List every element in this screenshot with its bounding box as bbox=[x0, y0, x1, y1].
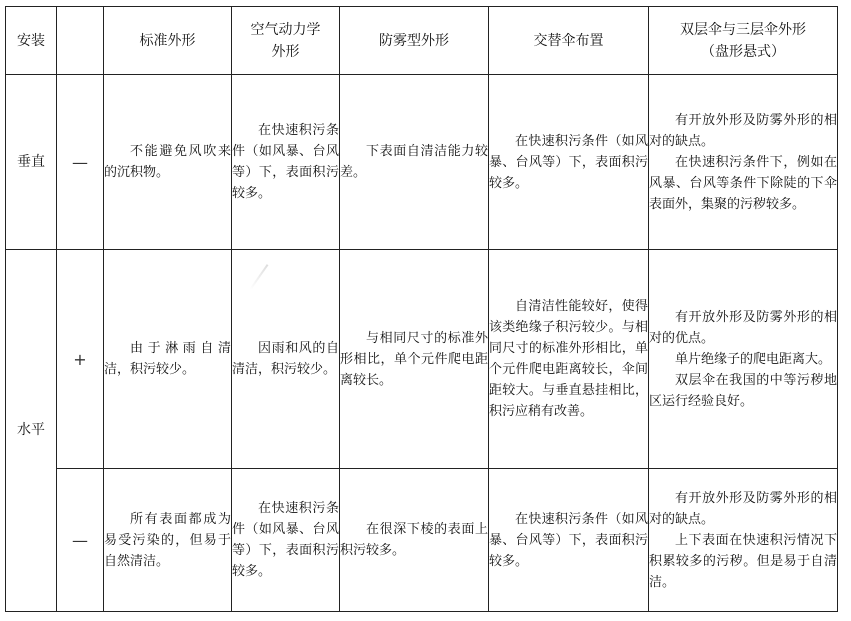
sign-cell: + bbox=[57, 250, 104, 469]
cell-standard: 所有表面都成为易受污染的，但易于自然清洁。 bbox=[104, 469, 232, 612]
header-standard: 标准外形 bbox=[104, 7, 232, 75]
cell-disc-paragraph: 有开放外形及防雾外形的相对的缺点。 bbox=[649, 490, 837, 527]
cell-standard: 不能避免风吹来的沉积物。 bbox=[104, 75, 232, 250]
cell-disc-paragraph: 有开放外形及防雾外形的相对的缺点。 bbox=[649, 112, 837, 149]
mount-cell-vertical: 垂直 bbox=[6, 75, 57, 250]
header-mount: 安装 bbox=[6, 7, 57, 75]
cell-aerodynamic: 因雨和风的自清洁，积污较少。 bbox=[232, 250, 340, 469]
cell-aerodynamic: 在快速积污条件（如风暴、台风等）下，表面积污较多。 bbox=[232, 75, 340, 250]
header-disc-line1: 双层伞与三层伞外形 bbox=[680, 21, 806, 38]
cell-antifog: 在很深下棱的表面上积污较多。 bbox=[340, 469, 489, 612]
cell-standard: 由于淋雨自清洁，积污较少。 bbox=[104, 250, 232, 469]
cell-alternating: 自清洁性能较好，使得该类绝缘子积污较少。与相同尺寸的标准外形相比，单个元件爬电距离较长，伞间距较大。与垂直悬挂相比，积污应稍有改善。 bbox=[489, 250, 649, 469]
cell-disc-paragraph: 单片绝缘子的爬电距离大。 bbox=[675, 351, 832, 367]
header-disc bbox=[649, 7, 838, 75]
cell-disc-paragraph: 上下表面在快速积污情况下积累较多的污秽。但是易于自清洁。 bbox=[649, 532, 837, 590]
cell-alternating: 在快速积污条件（如风暴、台风等）下，表面积污较多。 bbox=[489, 75, 649, 250]
table-row-horizontal-minus bbox=[6, 469, 838, 612]
mount-cell-horizontal: 水平 bbox=[6, 250, 57, 612]
sign-cell: — bbox=[57, 75, 104, 250]
cell-disc bbox=[649, 75, 838, 250]
cell-disc bbox=[649, 469, 838, 612]
table-row-vertical bbox=[6, 75, 838, 250]
header-sign bbox=[57, 7, 104, 75]
cell-disc-paragraph: 在快速积污条件下，例如在风暴、台风等条件下除陡的下伞表面外，集聚的污秽较多。 bbox=[649, 154, 837, 212]
header-antifog: 防雾型外形 bbox=[340, 7, 489, 75]
cell-disc-paragraph: 双层伞在我国的中等污秽地区运行经验良好。 bbox=[649, 372, 837, 409]
sign-cell: — bbox=[57, 469, 104, 612]
cell-disc bbox=[649, 250, 838, 469]
cell-aerodynamic: 在快速积污条件（如风暴、台风等）下，表面积污较多。 bbox=[232, 469, 340, 612]
cell-disc-paragraph: 有开放外形及防雾外形的相对的优点。 bbox=[649, 309, 837, 346]
header-aerodynamic bbox=[232, 7, 340, 75]
cell-alternating: 在快速积污条件（如风暴、台风等）下，表面积污较多。 bbox=[489, 469, 649, 612]
cell-antifog: 下表面自清洁能力较差。 bbox=[340, 75, 489, 250]
cell-antifog: 与相同尺寸的标准外形相比，单个元件爬电距离较长。 bbox=[340, 250, 489, 469]
header-disc-line2: （盘形悬式） bbox=[701, 43, 785, 60]
header-row bbox=[6, 7, 838, 75]
insulator-comparison-table bbox=[5, 6, 838, 612]
header-alternating: 交替伞布置 bbox=[489, 7, 649, 75]
header-aerodynamic-line2: 外形 bbox=[271, 43, 300, 60]
header-aerodynamic-line1: 空气动力学 bbox=[250, 21, 321, 38]
table-row-horizontal-plus bbox=[6, 250, 838, 469]
